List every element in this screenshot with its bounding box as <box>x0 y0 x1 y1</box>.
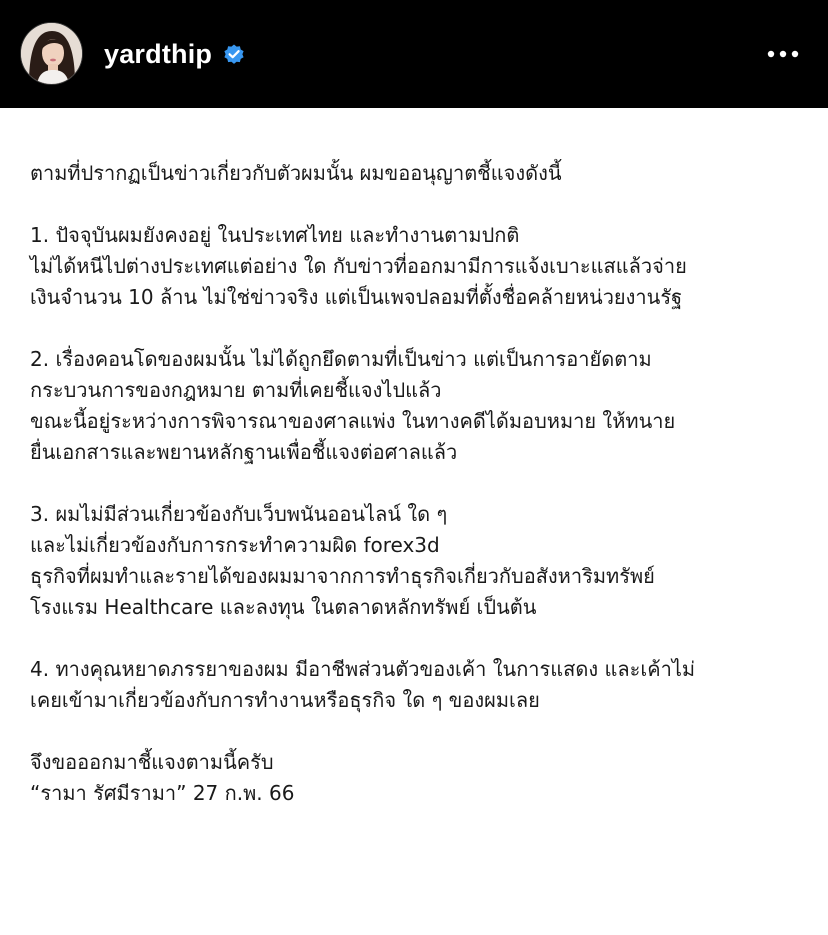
caption-line: และไม่เกี่ยวข้องกับการกระทำความผิด forex3d <box>30 533 440 557</box>
caption-closing <box>30 747 820 809</box>
caption-line: เคยเข้ามาเกี่ยวข้องกับการทำงานหรือธุรกิจ ใด ๆ ของผมเลย <box>30 688 540 712</box>
caption-line: เงินจำนวน 10 ล้าน ไม่ใช่ข่าวจริง แต่เป็นเพจปลอมที่ตั้งชื่อคล้ายหน่วยงานรัฐ <box>30 285 683 309</box>
avatar-image <box>21 23 82 84</box>
profile-avatar[interactable] <box>20 22 83 85</box>
verified-badge-icon <box>222 42 246 66</box>
caption-line: กระบวนการของกฎหมาย ตามที่เคยชี้แจงไปแล้ว <box>30 378 442 402</box>
caption-line: 2. เรื่องคอนโดของผมนั้น ไม่ได้ถูกยึดตามที่เป็นข่าว แต่เป็นการอายัดตาม <box>30 347 652 371</box>
caption-line: โรงแรม Healthcare และลงทุน ในตลาดหลักทรัพย์ เป็นต้น <box>30 595 537 619</box>
caption-line: ยื่นเอกสารและพยานหลักฐานเพื่อชี้แจงต่อศาลแล้ว <box>30 440 458 464</box>
caption-line: 1. ปัจจุบันผมยังคงอยู่ ในประเทศไทย และทำงานตามปกติ <box>30 223 520 247</box>
caption-point-2 <box>30 344 820 468</box>
caption-line: ตามที่ปรากฏเป็นข่าวเกี่ยวกับตัวผมนั้น ผมขออนุญาตชี้แจงดังนี้ <box>30 161 562 185</box>
caption-line: จึงขอออกมาชี้แจงตามนี้ครับ <box>30 750 274 774</box>
caption-line: ธุรกิจที่ผมทำและรายได้ของผมมาจากการทำธุรกิจเกี่ยวกับอสังหาริมทรัพย์ <box>30 564 655 588</box>
username[interactable]: yardthip <box>104 39 213 69</box>
caption-line: 3. ผมไม่มีส่วนเกี่ยวข้องกับเว็บพนันออนไลน์ ใด ๆ <box>30 502 448 526</box>
post-caption <box>30 158 820 840</box>
caption-line: ขณะนี้อยู่ระหว่างการพิจารณาของศาลแพ่ง ในทางคดีได้มอบหมาย ให้ทนาย <box>30 409 676 433</box>
caption-point-1 <box>30 220 820 313</box>
more-options-icon[interactable] <box>764 44 802 64</box>
caption-line: 4. ทางคุณหยาดภรรยาของผม มีอาชีพส่วนตัวของเค้า ในการแสดง และเค้าไม่ <box>30 657 696 681</box>
caption-signature: “รามา รัศมีรามา” 27 ก.พ. 66 <box>30 781 295 805</box>
post-header <box>0 0 828 108</box>
caption-point-4 <box>30 654 820 716</box>
caption-point-3 <box>30 499 820 623</box>
caption-intro <box>30 158 820 189</box>
caption-line: ไม่ได้หนีไปต่างประเทศแต่อย่าง ใด กับข่าวที่ออกมามีการแจ้งเบาะแสแล้วจ่าย <box>30 254 687 278</box>
